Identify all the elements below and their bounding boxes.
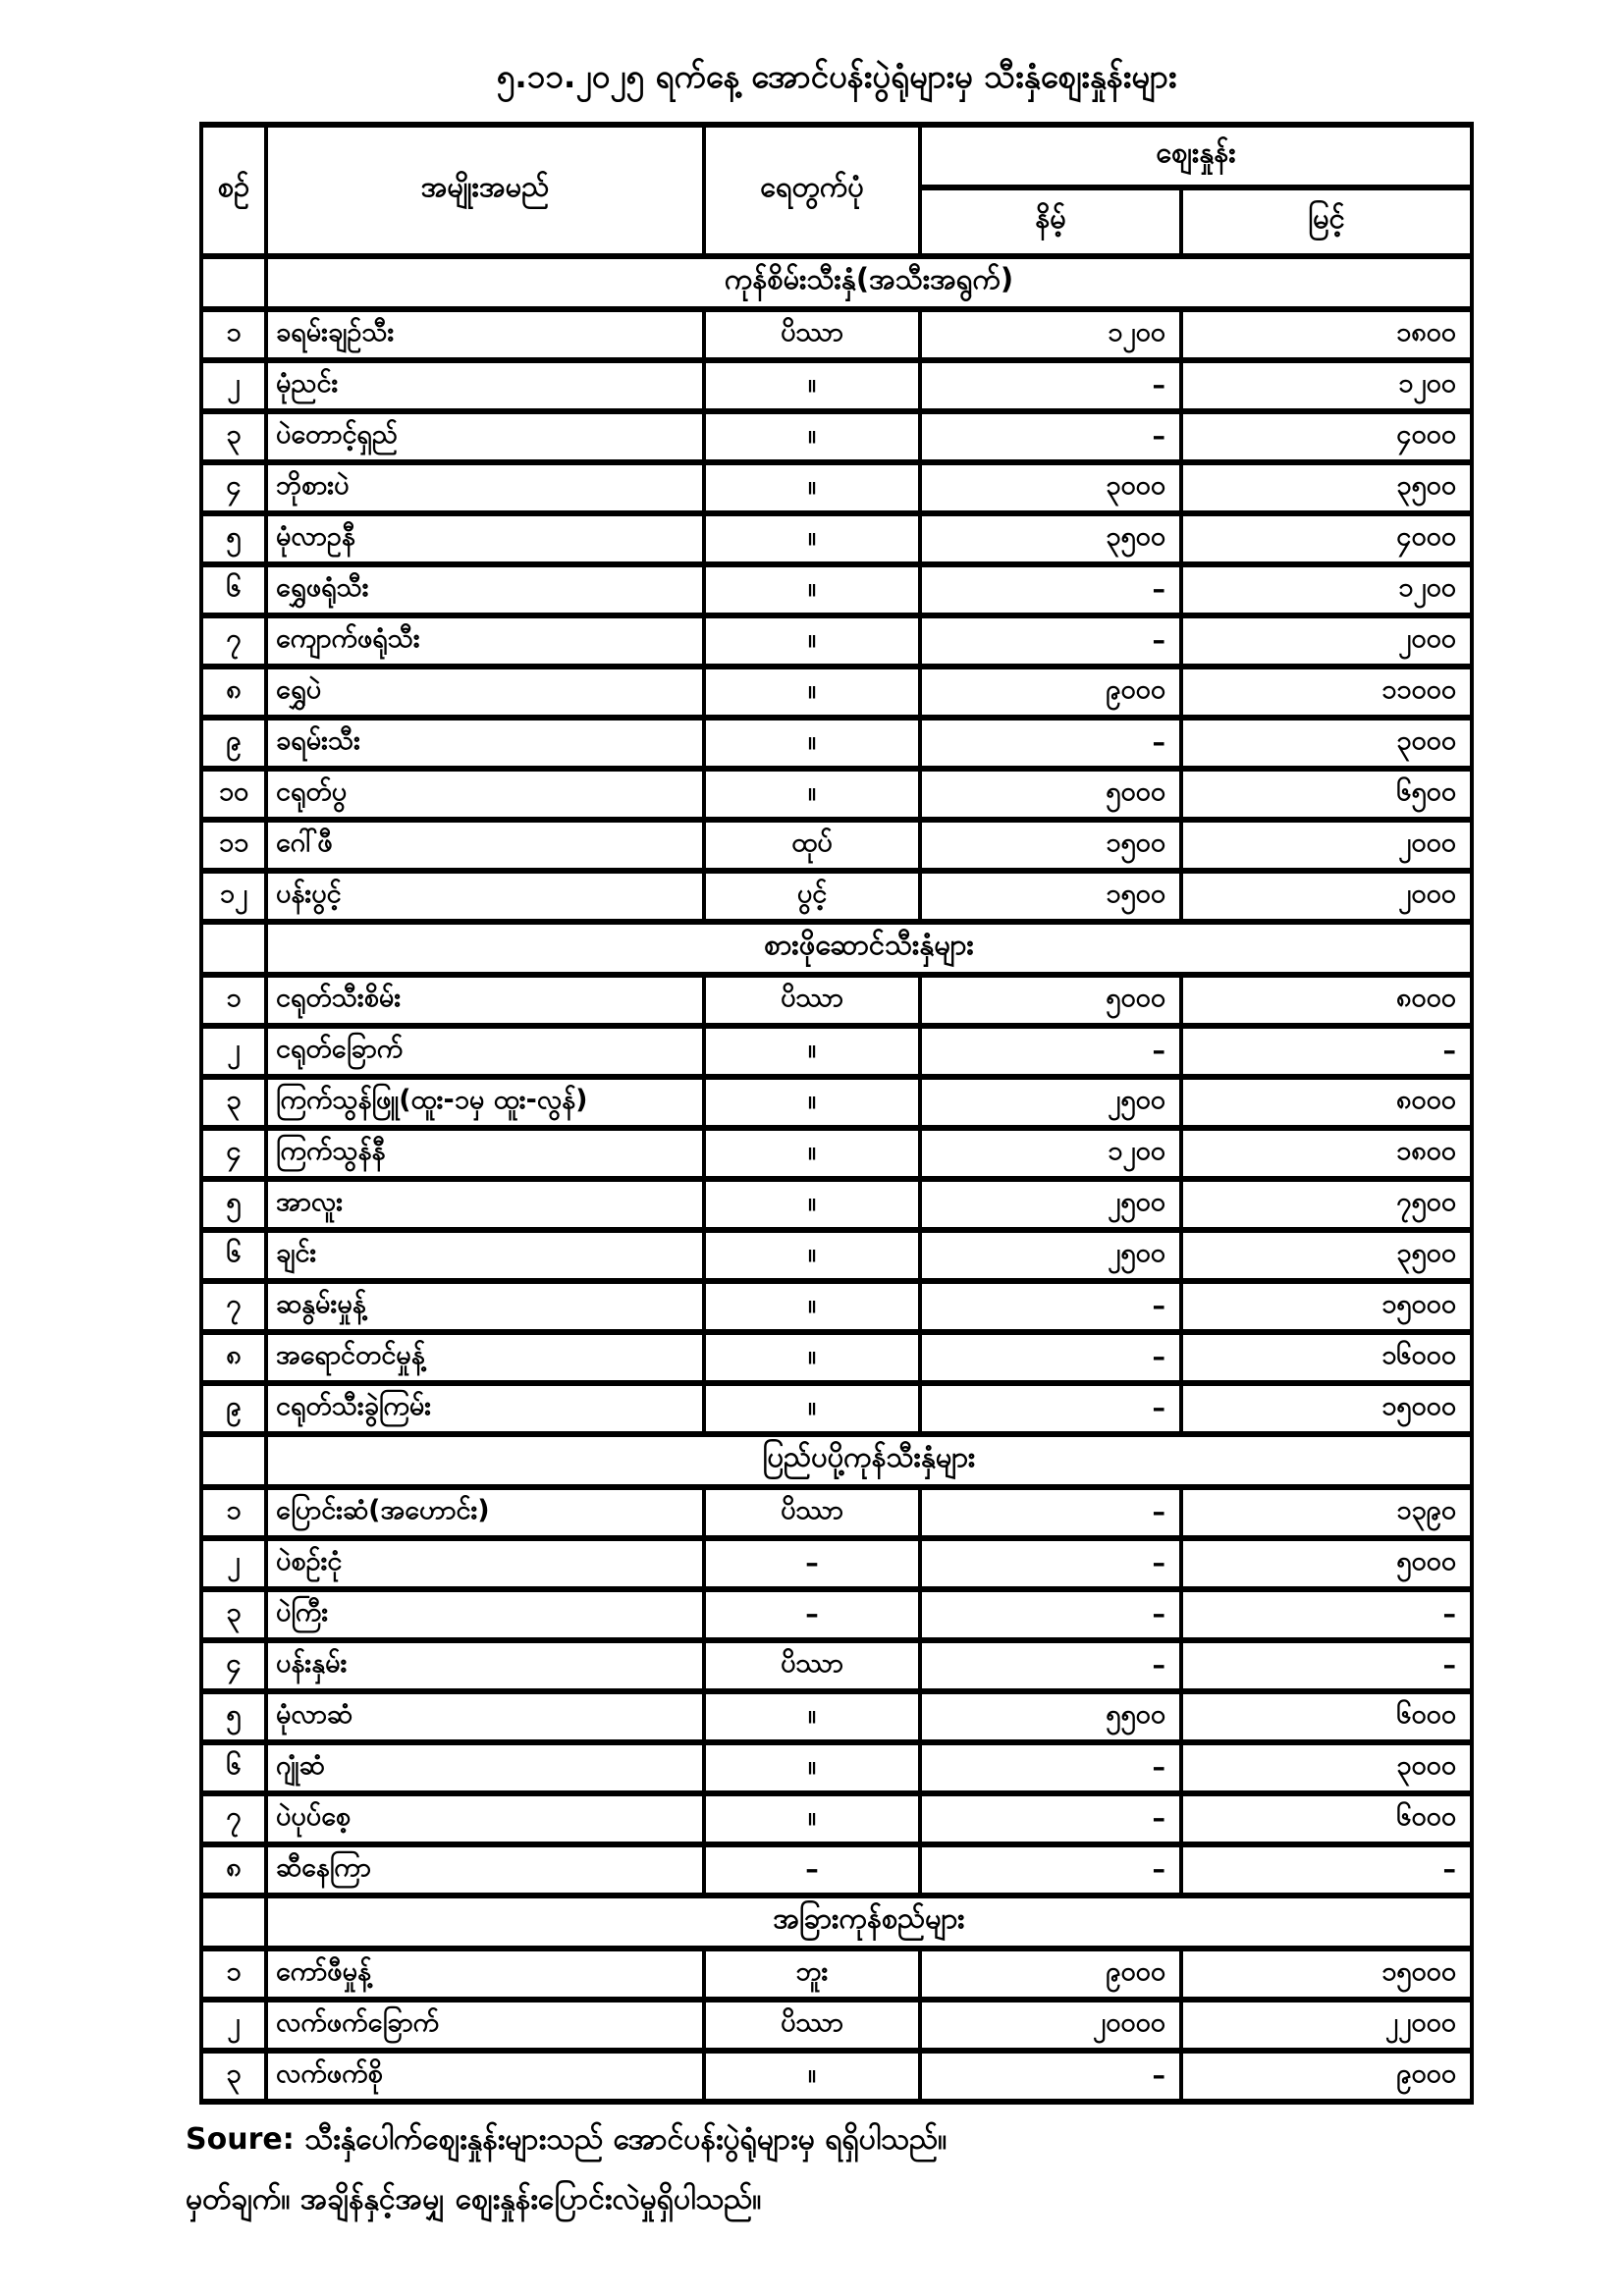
price-low-cell: ၁၅၀၀ — [920, 871, 1181, 922]
unit-cell: ။ — [704, 2051, 920, 2102]
footer-notes — [186, 2120, 1474, 2218]
serial-cell: ၄ — [201, 1640, 266, 1691]
item-name-cell: ကျောက်ဖရုံသီး — [266, 615, 704, 667]
page-title: ၅.၁၁.၂၀၂၅ ရက်နေ့ အောင်ပန်းပွဲရုံများမှ သီးနှံစျေးနှုန်းများ — [496, 57, 1177, 95]
unit-cell: ပွင့် — [704, 871, 920, 922]
serial-cell: ၃ — [201, 1589, 266, 1640]
table-row — [201, 1793, 1472, 1844]
table-row — [201, 309, 1472, 360]
price-high-cell: ၁၂၀၀ — [1181, 360, 1472, 411]
item-name-cell: ဂေါ်ဖီ — [266, 820, 704, 871]
unit-cell: ။ — [704, 1230, 920, 1281]
unit-cell: ။ — [704, 1332, 920, 1383]
table-row — [201, 1026, 1472, 1077]
item-name-cell: ကြက်သွန်ဖြူ(ထူး-၁မှ ထူး-လွန်) — [266, 1077, 704, 1128]
price-high-cell: ၅၀၀၀ — [1181, 1538, 1472, 1589]
price-low-cell: – — [920, 411, 1181, 462]
section-title: ကုန်စိမ်းသီးနှံ(အသီးအရွက်) — [266, 256, 1472, 309]
table-row — [201, 1949, 1472, 2000]
price-high-cell: ၁၃၉၀ — [1181, 1487, 1472, 1538]
item-name-cell: ပြောင်းဆံ(အဟောင်း) — [266, 1487, 704, 1538]
price-high-cell: ၄၀၀၀ — [1181, 411, 1472, 462]
unit-cell: ။ — [704, 1077, 920, 1128]
serial-cell: ၇ — [201, 615, 266, 667]
table-row — [201, 411, 1472, 462]
table-row — [201, 360, 1472, 411]
table-row — [201, 615, 1472, 667]
unit-cell: ။ — [704, 1793, 920, 1844]
item-name-cell: ခရမ်းသီး — [266, 718, 704, 769]
price-low-cell: – — [920, 1793, 1181, 1844]
table-row — [201, 667, 1472, 718]
serial-cell: ၁၁ — [201, 820, 266, 871]
serial-cell: ၂ — [201, 360, 266, 411]
section-serial-spacer — [201, 1434, 266, 1487]
price-low-cell: ၃၅၀၀ — [920, 513, 1181, 564]
item-name-cell: ငရုတ်သီးခွဲကြမ်း — [266, 1383, 704, 1434]
price-low-cell: – — [920, 360, 1181, 411]
table-row — [201, 975, 1472, 1026]
table-row — [201, 1077, 1472, 1128]
price-high-cell: ၈၀၀၀ — [1181, 975, 1472, 1026]
table-row — [201, 1640, 1472, 1691]
unit-cell: – — [704, 1844, 920, 1896]
unit-cell: ထုပ် — [704, 820, 920, 871]
serial-cell: ၃ — [201, 2051, 266, 2102]
price-high-cell: ၁၂၀၀ — [1181, 564, 1472, 615]
serial-cell: ၂ — [201, 1538, 266, 1589]
unit-cell: ။ — [704, 1179, 920, 1230]
table-row — [201, 1281, 1472, 1332]
serial-cell: ၅ — [201, 1179, 266, 1230]
price-low-cell: ၅၅၀၀ — [920, 1691, 1181, 1742]
item-name-cell: ပဲပုပ်စေ့ — [266, 1793, 704, 1844]
unit-cell: ။ — [704, 615, 920, 667]
unit-cell: ။ — [704, 564, 920, 615]
table-row — [201, 1844, 1472, 1896]
price-high-cell: – — [1181, 1640, 1472, 1691]
price-high-cell: ၁၁၀၀၀ — [1181, 667, 1472, 718]
unit-cell: ။ — [704, 769, 920, 820]
price-high-cell: – — [1181, 1026, 1472, 1077]
price-low-cell: ၉၀၀၀ — [920, 667, 1181, 718]
price-high-cell: ၇၅၀၀ — [1181, 1179, 1472, 1230]
unit-cell: ပိဿာ — [704, 975, 920, 1026]
price-high-cell: ၁၆၀၀၀ — [1181, 1332, 1472, 1383]
unit-cell: ။ — [704, 1281, 920, 1332]
price-high-cell: ၃၅၀၀ — [1181, 1230, 1472, 1281]
table-row — [201, 564, 1472, 615]
price-low-cell: – — [920, 1281, 1181, 1332]
table-row — [201, 513, 1472, 564]
table-row — [201, 1383, 1472, 1434]
table-row — [201, 2051, 1472, 2102]
section-serial-spacer — [201, 1896, 266, 1949]
section-header-row — [201, 922, 1472, 975]
price-low-cell: – — [920, 1538, 1181, 1589]
serial-cell: ၉ — [201, 1383, 266, 1434]
price-high-cell: ၉၀၀၀ — [1181, 2051, 1472, 2102]
price-low-cell: ၁၂၀၀ — [920, 309, 1181, 360]
item-name-cell: ကော်ဖီမှုန့် — [266, 1949, 704, 2000]
item-name-cell: ခရမ်းချဉ်သီး — [266, 309, 704, 360]
table-row — [201, 2000, 1472, 2051]
table-row — [201, 1332, 1472, 1383]
header-serial: စဉ် — [201, 125, 266, 256]
section-serial-spacer — [201, 256, 266, 309]
header-row-top — [201, 125, 1472, 187]
item-name-cell: ဂျုံဆံ — [266, 1742, 704, 1793]
header-price-high: မြင့် — [1181, 187, 1472, 256]
table-row — [201, 871, 1472, 922]
item-name-cell: ချင်း — [266, 1230, 704, 1281]
unit-cell: ။ — [704, 513, 920, 564]
price-low-cell: ၉၀၀၀ — [920, 1949, 1181, 2000]
item-name-cell: ဆီနေကြာ — [266, 1844, 704, 1896]
section-title: စားဖိုဆောင်သီးနှံများ — [266, 922, 1472, 975]
item-name-cell: ပဲစဉ်းငုံ — [266, 1538, 704, 1589]
price-high-cell: ၂၀၀၀ — [1181, 871, 1472, 922]
price-low-cell: – — [920, 1487, 1181, 1538]
item-name-cell: မုံညင်း — [266, 360, 704, 411]
price-low-cell: ၂၀၀၀၀ — [920, 2000, 1181, 2051]
price-low-cell: – — [920, 1332, 1181, 1383]
price-low-cell: – — [920, 2051, 1181, 2102]
price-low-cell: ၂၅၀၀ — [920, 1077, 1181, 1128]
serial-cell: ၆ — [201, 564, 266, 615]
serial-cell: ၈ — [201, 667, 266, 718]
price-high-cell: ၁၈၀၀ — [1181, 1128, 1472, 1179]
item-name-cell: ဘိုစားပဲ — [266, 462, 704, 513]
item-name-cell: ပန်းနှမ်း — [266, 1640, 704, 1691]
serial-cell: ၃ — [201, 1077, 266, 1128]
table-row — [201, 820, 1472, 871]
serial-cell: ၇ — [201, 1793, 266, 1844]
serial-cell: ၂ — [201, 1026, 266, 1077]
item-name-cell: အာလူး — [266, 1179, 704, 1230]
price-low-cell: – — [920, 718, 1181, 769]
price-low-cell: – — [920, 1589, 1181, 1640]
section-header-row — [201, 256, 1472, 309]
serial-cell: ၈ — [201, 1332, 266, 1383]
table-row — [201, 1487, 1472, 1538]
serial-cell: ၁ — [201, 309, 266, 360]
price-high-cell: ၁၅၀၀၀ — [1181, 1949, 1472, 2000]
item-name-cell: ငရုတ်သီးစိမ်း — [266, 975, 704, 1026]
section-title: အခြားကုန်စည်များ — [266, 1896, 1472, 1949]
price-low-cell: – — [920, 1844, 1181, 1896]
price-low-cell: – — [920, 1742, 1181, 1793]
section-header-row — [201, 1434, 1472, 1487]
item-name-cell: ရွှေပဲ — [266, 667, 704, 718]
table-row — [201, 1230, 1472, 1281]
price-low-cell: ၂၅၀၀ — [920, 1230, 1181, 1281]
price-high-cell: ၈၀၀၀ — [1181, 1077, 1472, 1128]
item-name-cell: လက်ဖက်ခြောက် — [266, 2000, 704, 2051]
header-price-group: စျေးနှုန်း — [920, 125, 1472, 187]
section-title: ပြည်ပပို့ကုန်သီးနှံများ — [266, 1434, 1472, 1487]
item-name-cell: အရောင်တင်မှုန့် — [266, 1332, 704, 1383]
section-serial-spacer — [201, 922, 266, 975]
serial-cell: ၈ — [201, 1844, 266, 1896]
serial-cell: ၂ — [201, 2000, 266, 2051]
price-high-cell: ၃၀၀၀ — [1181, 718, 1472, 769]
table-row — [201, 1128, 1472, 1179]
table-row — [201, 718, 1472, 769]
unit-cell: ။ — [704, 667, 920, 718]
price-high-cell: ၁၅၀၀၀ — [1181, 1281, 1472, 1332]
item-name-cell: ပဲတောင့်ရှည် — [266, 411, 704, 462]
price-low-cell: – — [920, 564, 1181, 615]
unit-cell: ပိဿာ — [704, 1487, 920, 1538]
serial-cell: ၆ — [201, 1230, 266, 1281]
price-low-cell: – — [920, 615, 1181, 667]
item-name-cell: ငရုတ်ပွ — [266, 769, 704, 820]
item-name-cell: ရွှေဖရုံသီး — [266, 564, 704, 615]
price-low-cell: – — [920, 1383, 1181, 1434]
unit-cell: ဘူး — [704, 1949, 920, 2000]
unit-cell: ။ — [704, 1128, 920, 1179]
item-name-cell: ကြက်သွန်နီ — [266, 1128, 704, 1179]
price-high-cell: – — [1181, 1589, 1472, 1640]
unit-cell: ။ — [704, 360, 920, 411]
price-table — [199, 122, 1474, 2105]
unit-cell: ။ — [704, 718, 920, 769]
price-high-cell: ၆၀၀၀ — [1181, 1691, 1472, 1742]
table-row — [201, 1538, 1472, 1589]
price-low-cell: ၅၀၀၀ — [920, 975, 1181, 1026]
unit-cell: ။ — [704, 1691, 920, 1742]
serial-cell: ၁ — [201, 1487, 266, 1538]
section-header-row — [201, 1896, 1472, 1949]
item-name-cell: မုံလာဆံ — [266, 1691, 704, 1742]
table-row — [201, 769, 1472, 820]
price-low-cell: ၃၀၀၀ — [920, 462, 1181, 513]
price-high-cell: ၂၂၀၀၀ — [1181, 2000, 1472, 2051]
unit-cell: ။ — [704, 1742, 920, 1793]
serial-cell: ၅ — [201, 513, 266, 564]
price-high-cell: ၁၅၀၀၀ — [1181, 1383, 1472, 1434]
price-low-cell: ၅၀၀၀ — [920, 769, 1181, 820]
price-low-cell: – — [920, 1640, 1181, 1691]
serial-cell: ၁ — [201, 1949, 266, 2000]
unit-cell: ။ — [704, 1383, 920, 1434]
price-high-cell: – — [1181, 1844, 1472, 1896]
serial-cell: ၁ — [201, 975, 266, 1026]
item-name-cell: ငရုတ်ခြောက် — [266, 1026, 704, 1077]
table-row — [201, 462, 1472, 513]
price-high-cell: ၆၀၀၀ — [1181, 1793, 1472, 1844]
unit-cell: ပိဿာ — [704, 309, 920, 360]
unit-cell: ပိဿာ — [704, 1640, 920, 1691]
unit-cell: – — [704, 1538, 920, 1589]
item-name-cell: ပန်းပွင့် — [266, 871, 704, 922]
serial-cell: ၉ — [201, 718, 266, 769]
source-note: Soure: သီးနှံပေါက်စျေးနှုန်းများသည် အောင်ပန်းပွဲရုံများမှ ရရှိပါသည်။ — [186, 2121, 947, 2157]
serial-cell: ၁၂ — [201, 871, 266, 922]
item-name-cell: လက်ဖက်စို — [266, 2051, 704, 2102]
serial-cell: ၅ — [201, 1691, 266, 1742]
table-row — [201, 1589, 1472, 1640]
unit-cell: ။ — [704, 1026, 920, 1077]
price-low-cell: – — [920, 1026, 1181, 1077]
serial-cell: ၆ — [201, 1742, 266, 1793]
item-name-cell: မုံလာဥနီ — [266, 513, 704, 564]
item-name-cell: ပဲကြီး — [266, 1589, 704, 1640]
header-price-low: နိမ့် — [920, 187, 1181, 256]
unit-cell: ။ — [704, 411, 920, 462]
price-low-cell: ၂၅၀၀ — [920, 1179, 1181, 1230]
table-row — [201, 1742, 1472, 1793]
serial-cell: ၃ — [201, 411, 266, 462]
table-row — [201, 1691, 1472, 1742]
serial-cell: ၁၀ — [201, 769, 266, 820]
serial-cell: ၇ — [201, 1281, 266, 1332]
price-high-cell: ၃၅၀၀ — [1181, 462, 1472, 513]
price-high-cell: ၄၀၀၀ — [1181, 513, 1472, 564]
document-page — [186, 57, 1474, 2240]
remark-note: မှတ်ချက်။ အချိန်နှင့်အမျှ စျေးနှုန်းပြောင်းလဲမှုရှိပါသည်။ — [186, 2181, 762, 2216]
serial-cell: ၄ — [201, 462, 266, 513]
serial-cell: ၄ — [201, 1128, 266, 1179]
unit-cell: ပိဿာ — [704, 2000, 920, 2051]
price-high-cell: ၁၈၀၀ — [1181, 309, 1472, 360]
table-row — [201, 1179, 1472, 1230]
price-high-cell: ၆၅၀၀ — [1181, 769, 1472, 820]
price-high-cell: ၂၀၀၀ — [1181, 820, 1472, 871]
table-body — [201, 256, 1472, 2102]
table-header — [201, 125, 1472, 256]
price-high-cell: ၃၀၀၀ — [1181, 1742, 1472, 1793]
price-low-cell: ၁၂၀၀ — [920, 1128, 1181, 1179]
header-unit: ရေတွက်ပုံ — [704, 125, 920, 256]
price-low-cell: ၁၅၀၀ — [920, 820, 1181, 871]
price-high-cell: ၂၀၀၀ — [1181, 615, 1472, 667]
unit-cell: – — [704, 1589, 920, 1640]
header-item-name: အမျိုးအမည် — [266, 125, 704, 256]
unit-cell: ။ — [704, 462, 920, 513]
item-name-cell: ဆနွမ်းမှုန့် — [266, 1281, 704, 1332]
